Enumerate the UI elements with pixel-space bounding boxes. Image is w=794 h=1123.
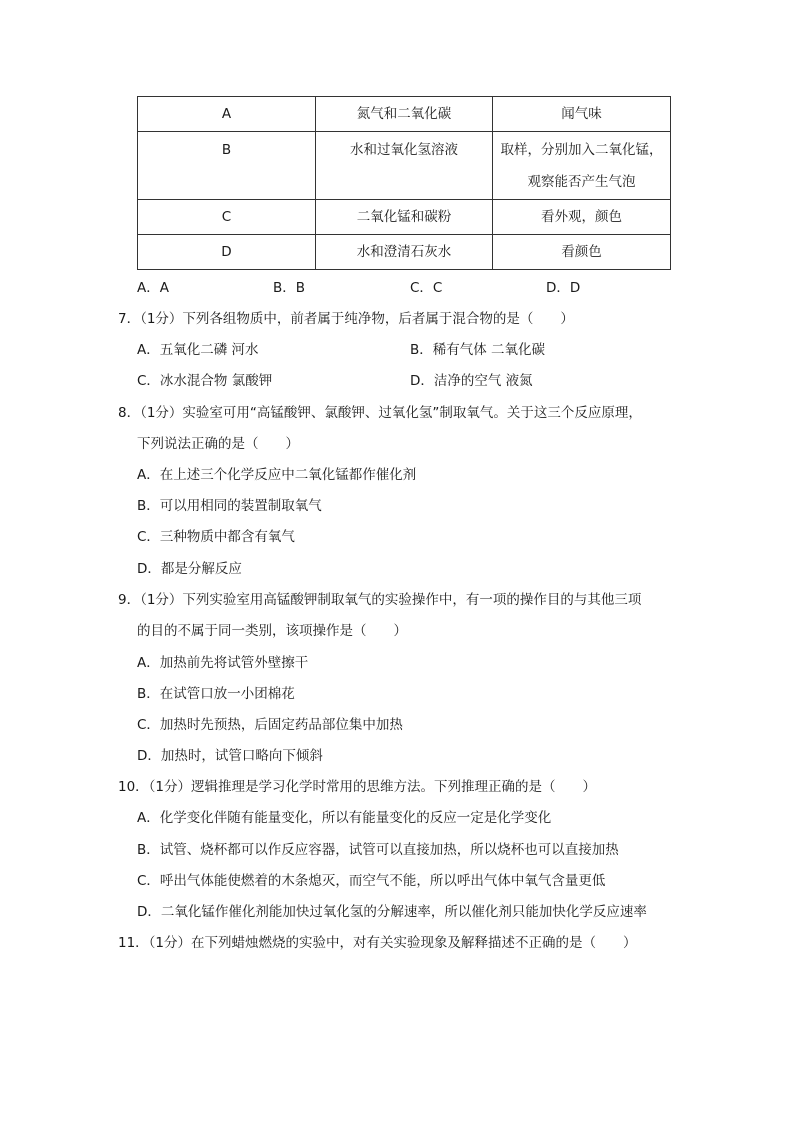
q9-choice-d[interactable]: D．加热时，试管口略向下倾斜 — [137, 748, 323, 764]
q6-choice-d[interactable]: D．D — [546, 280, 581, 296]
q11-stem: 11．（1分）在下列蜡烛燃烧的实验中，对有关实验现象及解释描述不正确的是（ ） — [118, 935, 637, 951]
q6-choice-b[interactable]: B．B — [273, 280, 306, 296]
table-cell-label: C — [138, 200, 316, 235]
q7-choice-d[interactable]: D．洁净的空气 液氮 — [410, 373, 533, 389]
q8-choice-c[interactable]: C．三种物质中都含有氧气 — [137, 529, 295, 545]
q8-choice-b[interactable]: B．可以用相同的装置制取氧气 — [137, 498, 322, 514]
table-row — [138, 235, 671, 270]
q10-choice-c[interactable]: C．呼出气体能使燃着的木条熄灭，而空气不能，所以呼出气体中氧气含量更低 — [137, 873, 606, 889]
table-cell-item: 氮气和二氧化碳 — [316, 97, 493, 132]
table-cell-label: D — [138, 235, 316, 270]
q6-choice-c[interactable]: C．C — [410, 280, 443, 296]
table-cell-method: 闻气味 — [493, 97, 671, 132]
q7-choice-b[interactable]: B．稀有气体 二氧化碳 — [410, 342, 546, 358]
q10-stem: 10．（1分）逻辑推理是学习化学时常用的思维方法。下列推理正确的是（ ） — [118, 779, 597, 795]
q9-stem-line2: 的目的不属于同一类别，该项操作是（ ） — [137, 623, 407, 639]
q8-choice-d[interactable]: D．都是分解反应 — [137, 561, 242, 577]
q7-choice-c[interactable]: C．冰水混合物 氯酸钾 — [137, 373, 273, 389]
q10-choice-a[interactable]: A．化学变化伴随有能量变化，所以有能量变化的反应一定是化学变化 — [137, 810, 552, 826]
q9-choice-b[interactable]: B．在试管口放一小团棉花 — [137, 686, 295, 702]
method-line-2: 观察能否产生气泡 — [527, 173, 636, 190]
q10-choice-b[interactable]: B．试管、烧杯都可以作反应容器，试管可以直接加热，所以烧杯也可以直接加热 — [137, 842, 619, 858]
table-cell-item: 二氧化锰和碳粉 — [316, 200, 493, 235]
q9-stem-line1: 9．（1分）下列实验室用高锰酸钾制取氧气的实验操作中，有一项的操作目的与其他三项 — [118, 592, 642, 608]
table-cell-method: 看外观，颜色 — [493, 200, 671, 235]
q7-stem: 7．（1分）下列各组物质中，前者属于纯净物，后者属于混合物的是（ ） — [118, 311, 574, 327]
method-line-1: 取样，分别加入二氧化锰， — [500, 141, 663, 158]
table-cell-method: 看颜色 — [493, 235, 671, 270]
table-row — [138, 97, 671, 132]
table-cell-item: 水和过氧化氢溶液 — [316, 132, 493, 200]
q8-choice-a[interactable]: A．在上述三个化学反应中二氧化锰都作催化剂 — [137, 467, 417, 483]
q9-choice-a[interactable]: A．加热前先将试管外壁擦干 — [137, 655, 309, 671]
table-cell-label: A — [138, 97, 316, 132]
table-cell-method — [493, 132, 671, 200]
q8-stem-line2: 下列说法正确的是（ ） — [137, 436, 299, 452]
table-cell-label: B — [138, 132, 316, 200]
table-row — [138, 132, 671, 200]
q6-choice-a[interactable]: A．A — [137, 280, 169, 296]
table-row — [138, 200, 671, 235]
q7-choice-a[interactable]: A．五氧化二磷 河水 — [137, 342, 259, 358]
q10-choice-d[interactable]: D．二氧化锰作催化剂能加快过氧化氢的分解速率，所以催化剂只能加快化学反应速率 — [137, 904, 647, 920]
q8-stem-line1: 8．（1分）实验室可用“高锰酸钾、氯酸钾、过氧化氢”制取氧气。关于这三个反应原理， — [118, 405, 642, 421]
options-table — [137, 96, 671, 270]
q9-choice-c[interactable]: C．加热时先预热，后固定药品部位集中加热 — [137, 717, 403, 733]
table-cell-item: 水和澄清石灰水 — [316, 235, 493, 270]
